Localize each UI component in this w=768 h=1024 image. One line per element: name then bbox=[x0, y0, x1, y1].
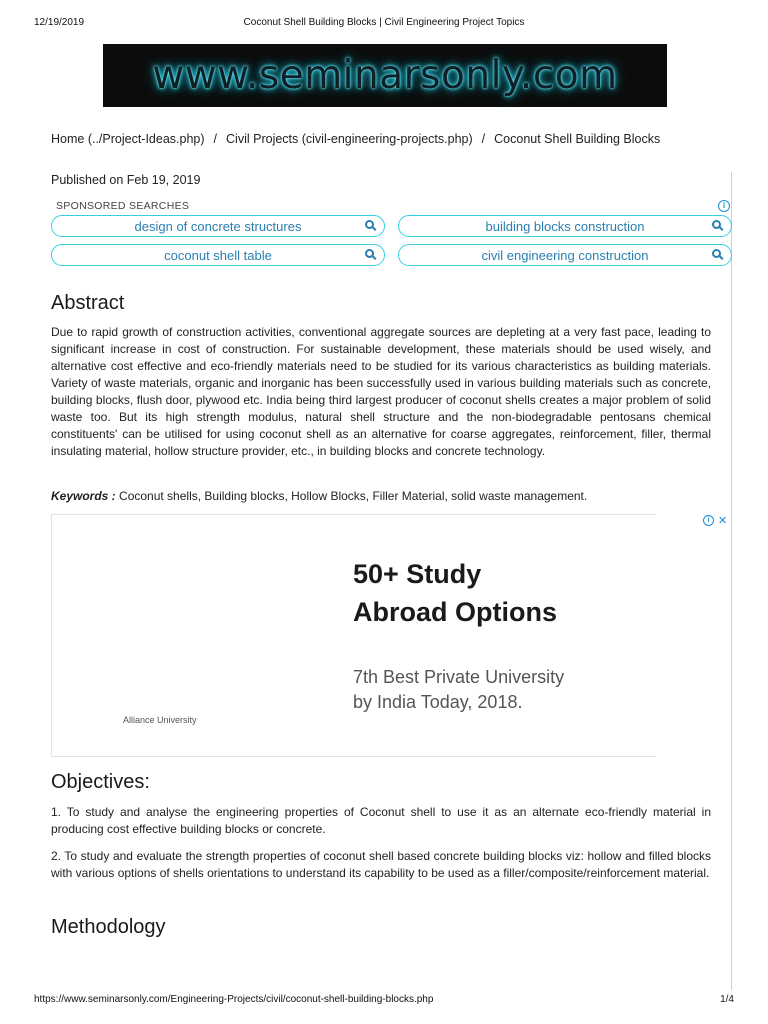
sponsored-search-label: civil engineering construction bbox=[481, 247, 649, 263]
print-header bbox=[34, 17, 734, 31]
methodology-heading: Methodology bbox=[51, 916, 166, 938]
keywords-text: Coconut shells, Building blocks, Hollow Blocks, Filler Material, solid waste management. bbox=[115, 489, 588, 503]
search-icon bbox=[712, 220, 721, 229]
search-icon bbox=[365, 249, 374, 258]
keywords-label: Keywords : bbox=[51, 489, 116, 503]
sponsored-search-label: coconut shell table bbox=[164, 247, 272, 263]
sponsored-search-pill[interactable] bbox=[398, 244, 732, 266]
ad-info-icon[interactable]: i bbox=[703, 515, 714, 526]
objectives-heading: Objectives: bbox=[51, 771, 150, 793]
print-footer bbox=[34, 994, 734, 1008]
site-logo[interactable] bbox=[103, 44, 667, 107]
ad-headline bbox=[353, 555, 557, 631]
keywords-line bbox=[51, 489, 587, 503]
abstract-heading: Abstract bbox=[51, 292, 125, 314]
abstract-text: Due to rapid growth of construction activities, conventional aggregate sources are depleting at a very fast pace, leading to significant increase in cost of construction. For sustainable development, these materials should be used wisely, and alternative cost effective and eco-friendly materials need to be studied for its various characteristics as building materials. Variety of waste materials, organic and inorganic has been successfully used in various building materials such as concrete, building blocks, flush door, plywood etc. India being third largest producer of coconut shells creates a major problem of solid waste too. But its high strength modulus, natural shell structure and the non-biodegradable pentosans chemical constituents' can be utilised for using coconut shell as an alternative for coarse aggregates, reinforcement, filler, thermal insulating material, hollow structure provider, etc., in building blocks and concrete technology. bbox=[51, 325, 711, 458]
breadcrumb-current: Coconut Shell Building Blocks bbox=[494, 132, 661, 146]
published-date: Published on Feb 19, 2019 bbox=[51, 173, 201, 187]
ad-subtext-line: 7th Best Private University bbox=[353, 667, 565, 687]
page-edge-divider bbox=[731, 172, 732, 990]
print-url: https://www.seminarsonly.com/Engineering-Projects/civil/coconut-shell-building-blocks.php bbox=[34, 994, 434, 1005]
advertisement[interactable] bbox=[51, 514, 656, 757]
breadcrumb bbox=[51, 132, 660, 146]
sponsored-search-label: building blocks construction bbox=[485, 218, 645, 234]
breadcrumb-separator: / bbox=[481, 132, 486, 146]
sponsored-search-pill[interactable] bbox=[398, 215, 732, 237]
ad-headline-line: Abroad Options bbox=[353, 597, 557, 627]
breadcrumb-separator: / bbox=[213, 132, 218, 146]
sponsored-searches-label: SPONSORED SEARCHES bbox=[56, 200, 190, 212]
search-icon bbox=[712, 249, 721, 258]
sponsored-search-pill[interactable] bbox=[51, 244, 385, 266]
breadcrumb-civil-link[interactable]: Civil Projects (civil-engineering-projects.php) bbox=[226, 132, 473, 146]
ad-subtext-line: by India Today, 2018. bbox=[353, 692, 523, 712]
ad-controls bbox=[703, 514, 727, 527]
print-page-number: 1/4 bbox=[720, 994, 734, 1005]
print-date: 12/19/2019 bbox=[34, 17, 85, 28]
info-icon[interactable]: i bbox=[718, 200, 730, 212]
print-page-title: Coconut Shell Building Blocks | Civil Engineering Project Topics bbox=[243, 17, 525, 28]
sponsored-search-label: design of concrete structures bbox=[134, 218, 302, 234]
breadcrumb-home-link[interactable]: Home (../Project-Ideas.php) bbox=[51, 132, 205, 146]
sponsored-search-pill[interactable] bbox=[51, 215, 385, 237]
objective-item: 2. To study and evaluate the strength properties of coconut shell based concrete building blocks viz: hollow and filled blocks with various options of shells orientations to understand its capability to be used as a filler/composite/reinforcement material. bbox=[51, 849, 711, 880]
search-icon bbox=[365, 220, 374, 229]
close-icon[interactable]: ✕ bbox=[718, 515, 728, 527]
site-logo-text: www.seminarsonly.com bbox=[152, 53, 618, 98]
ad-brand: Alliance University bbox=[123, 715, 197, 725]
ad-subtext bbox=[353, 665, 564, 715]
ad-headline-line: 50+ Study bbox=[353, 559, 482, 589]
objective-item: 1. To study and analyse the engineering properties of Coconut shell to use it as an alternate eco-friendly material in producing cost effective building blocks or concrete. bbox=[51, 805, 711, 836]
